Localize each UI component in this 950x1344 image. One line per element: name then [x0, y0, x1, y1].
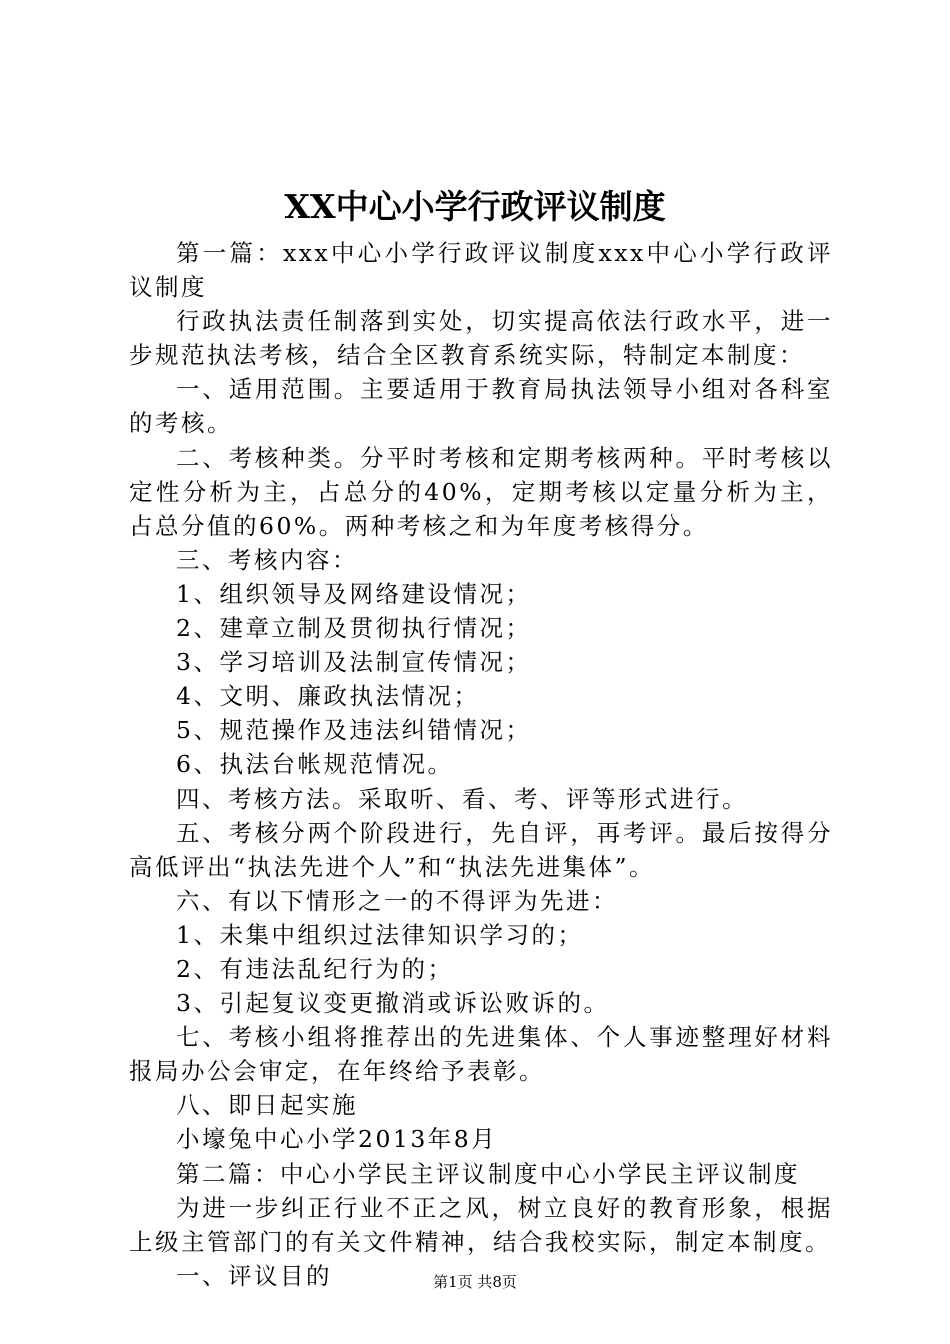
- paragraph: 四、考核方法。采取听、看、考、评等形式进行。: [176, 784, 748, 813]
- paragraph: 八、即日起实施: [176, 1091, 358, 1120]
- document-title: XX中心小学行政评议制度: [284, 187, 666, 226]
- list-item: 5、规范操作及违法纠错情况；: [176, 716, 532, 745]
- paragraph: 为进一步纠正行业不正之风，树立良好的教育形象，根据上级主管部门的有关文件精神，结合我校实际，制定本制度。: [129, 1193, 833, 1256]
- paragraph: 二、考核种类。分平时考核和定期考核两种。平时考核以定性分析为主，占总分的40%，定期考核以定量分析为主，占总分值的60%。两种考核之和为年度考核得分。: [129, 443, 833, 540]
- paragraph: 行政执法责任制落到实处，切实提高依法行政水平，进一步规范执法考核，结合全区教育系统实际，特制定本制度：: [129, 307, 833, 370]
- list-item: 3、学习培训及法制宣传情况；: [176, 648, 532, 677]
- list-item: 6、执法台帐规范情况。: [176, 750, 454, 779]
- paragraph: 六、有以下情形之一的不得评为先进：: [176, 886, 618, 915]
- paragraph: 一、评议目的: [176, 1261, 332, 1290]
- paragraph: 一、适用范围。主要适用于教育局执法领导小组对各科室的考核。: [129, 375, 833, 438]
- list-item: 3、引起复议变更撤消或诉讼败诉的。: [176, 989, 610, 1018]
- paragraph: 三、考核内容：: [176, 545, 358, 574]
- list-item: 1、未集中组织过法律知识学习的；: [176, 920, 584, 949]
- page-footer: 第1页 共8页: [433, 1273, 517, 1291]
- list-item: 2、建章立制及贯彻执行情况；: [176, 614, 532, 643]
- signature-line: 小壕兔中心小学2013年8月: [176, 1125, 498, 1154]
- document-body: [129, 236, 833, 1293]
- list-item: 1、组织领导及网络建设情况；: [176, 579, 532, 608]
- list-item: 4、文明、廉政执法情况；: [176, 682, 480, 711]
- paragraph: 七、考核小组将推荐出的先进集体、个人事迹整理好材料报局办公会审定，在年终给予表彰。: [129, 1023, 833, 1086]
- list-item: 2、有违法乱纪行为的；: [176, 954, 454, 983]
- section-heading: 第二篇：中心小学民主评议制度中心小学民主评议制度: [176, 1159, 800, 1188]
- paragraph: 第一篇：xxx中心小学行政评议制度xxx中心小学行政评议制度: [129, 239, 833, 302]
- paragraph: 五、考核分两个阶段进行，先自评，再考评。最后按得分高低评出“执法先进个人”和“执法先进集体”。: [129, 818, 833, 881]
